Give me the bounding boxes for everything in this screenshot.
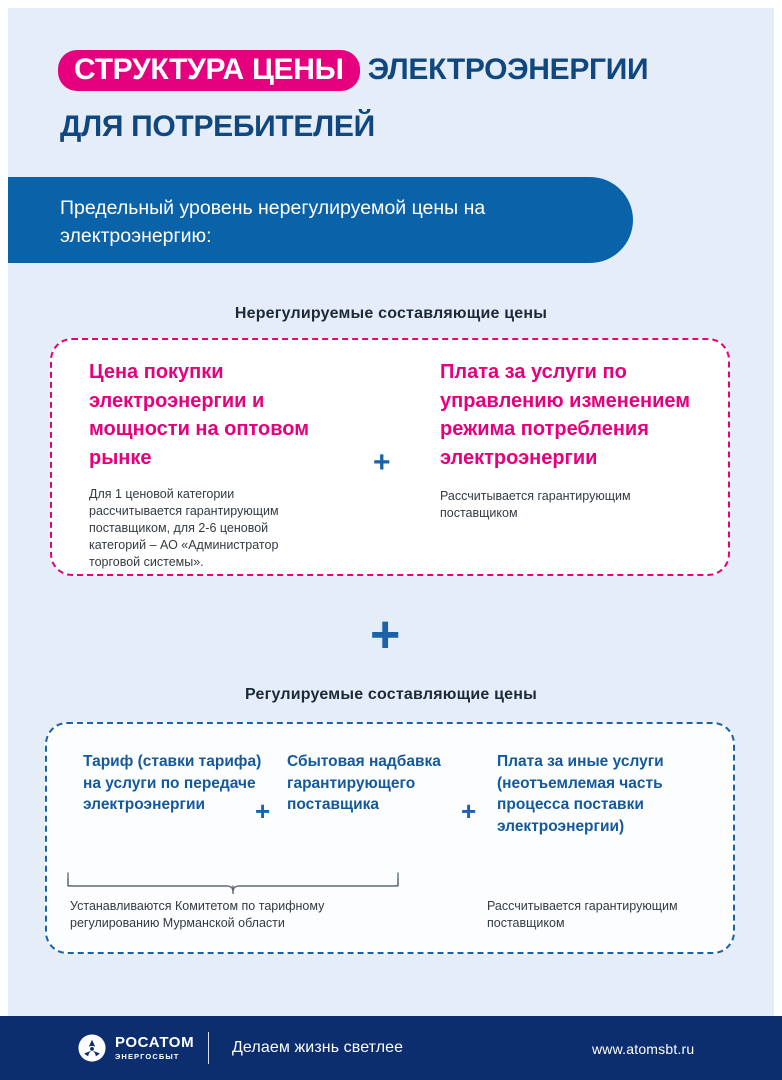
column-heading: Тариф (ставки тарифа) на услуги по передаче электроэнергии xyxy=(83,753,262,813)
regulated-column-sales-markup xyxy=(287,751,452,816)
column-heading: Плата за иные услуги (неотъемлемая часть процесса поставки электроэнергии) xyxy=(497,753,664,835)
unregulated-section-caption: Нерегулируемые составляющие цены xyxy=(234,305,548,322)
regulated-column-transmission-tariff xyxy=(83,751,268,816)
column-note: Рассчитывается гарантирующим поставщиком xyxy=(440,489,631,520)
rosatom-logo xyxy=(78,1034,194,1062)
footer-website-link[interactable]: www.atomsbt.ru xyxy=(592,1041,695,1057)
title-line-1 xyxy=(58,48,738,92)
title-line-2: ДЛЯ ПОТРЕБИТЕЛЕЙ xyxy=(60,110,375,143)
logo-wordmark xyxy=(115,1035,194,1062)
title-highlight-badge: СТРУКТУРА ЦЕНЫ xyxy=(58,50,360,91)
column-heading: Цена покупки электроэнергии и мощности на оптовом рынке xyxy=(89,361,310,469)
footer-divider xyxy=(208,1032,209,1064)
regulated-footnote-left: Устанавливаются Комитетом по тарифному регулированию Мурманской области xyxy=(70,899,325,930)
unregulated-column-regime-management xyxy=(440,358,702,522)
plus-sign-regulated-2: + xyxy=(461,796,477,826)
logo-main-text: РОСАТОМ xyxy=(115,1033,195,1051)
plus-sign-regulated-1: + xyxy=(255,796,271,826)
atom-logo-icon xyxy=(78,1034,106,1062)
title-rest: ЭЛЕКТРОЭНЕРГИИ xyxy=(367,53,649,86)
regulated-column-other-services xyxy=(497,751,692,837)
column-heading: Плата за услуги по управлению изменением режима потребления электроэнергии xyxy=(440,361,691,469)
unregulated-column-wholesale-price xyxy=(89,358,329,571)
footer-slogan: Делаем жизнь светлее xyxy=(232,1039,404,1056)
column-heading: Сбытовая надбавка гарантирующего поставщика xyxy=(287,753,441,813)
plus-sign-between-sections: + xyxy=(370,606,401,664)
bracket-icon xyxy=(67,872,399,894)
page-title xyxy=(58,48,738,149)
plus-sign-unregulated: + xyxy=(373,446,391,479)
banner-text: Предельный уровень нерегулируемой цены на электроэнергию: xyxy=(60,197,486,247)
footer-bar xyxy=(0,1016,782,1080)
banner xyxy=(8,177,633,263)
regulated-section-caption: Регулируемые составляющие цены xyxy=(245,686,537,703)
logo-sub-text: ЭНЕРГОСБЫТ xyxy=(115,1051,180,1061)
column-note: Для 1 ценовой категории рассчитывается гарантирующим поставщиком, для 2-6 ценовой категорий – АО «Администратор торговой системы». xyxy=(89,487,279,569)
regulated-footnote-right: Рассчитывается гарантирующим поставщиком xyxy=(487,899,678,930)
